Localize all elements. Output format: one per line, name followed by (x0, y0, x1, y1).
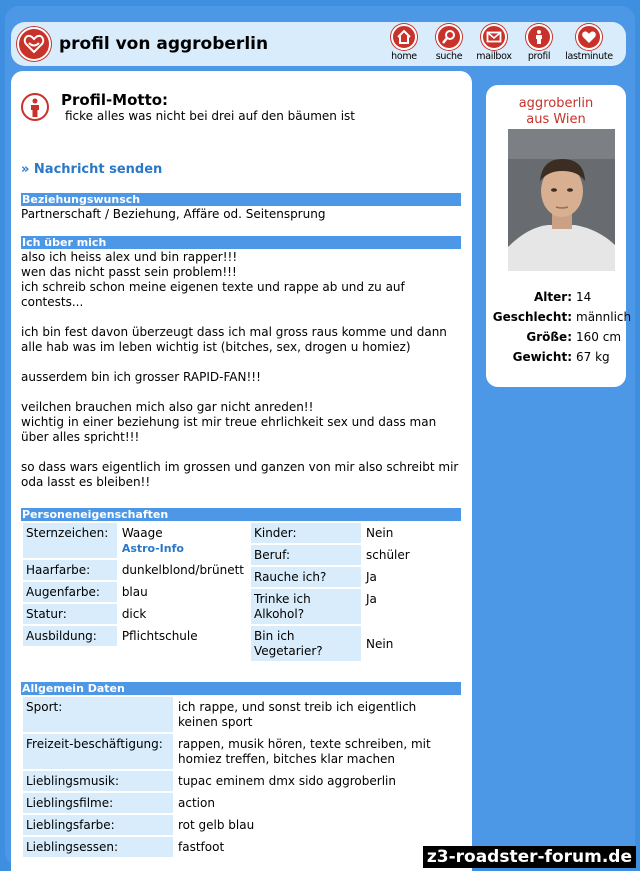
about-paragraph: ich bin fest davon überzeugt dass ich mal gross raus komme und dann alle hab was im leben wichtig ist (bitches, sex, drogen u homiez) (21, 325, 447, 354)
vegetarier-label: Bin ich Vegetarier? (251, 626, 361, 661)
stat-row (486, 350, 626, 370)
person-icon (526, 24, 552, 50)
astro-info-link[interactable]: Astro-Info (121, 542, 184, 555)
statur-label: Statur: (23, 604, 117, 624)
table-row (23, 793, 459, 813)
lieblingsfarbe-value: rot gelb blau (178, 818, 255, 832)
watermark: z3-roadster-forum.de (423, 846, 636, 868)
haarfarbe-value: dunkelblond/brünett (121, 563, 244, 577)
lieblingsfilme-label: Lieblingsfilme: (23, 793, 173, 813)
vegetarier-value: Nein (366, 636, 394, 651)
beruf-label: Beruf: (251, 545, 361, 565)
lieblingsfarbe-label: Lieblingsfarbe: (23, 815, 173, 835)
groesse-label: Größe: (526, 330, 572, 344)
profile-stats (486, 290, 632, 370)
profile-photo[interactable] (508, 129, 615, 271)
general-table (21, 695, 461, 859)
sport-label: Sport: (23, 697, 173, 732)
about-text (21, 250, 465, 490)
heart-icon (576, 24, 602, 50)
stat-row (486, 330, 626, 350)
about-paragraph: also ich heiss alex und bin rapper!!! wen das nicht passt sein problem!!! ich schreib schon meine eigenen texte und rappe ab und zu auf contests... (21, 250, 405, 309)
augenfarbe-label: Augenfarbe: (23, 582, 117, 602)
section-personeneigenschaften: Personeneigenschaften (21, 508, 461, 521)
search-icon (436, 24, 462, 50)
home-icon (391, 24, 417, 50)
profile-username: aggroberlin (518, 96, 594, 111)
about-paragraph: so dass wars eigentlich im grossen und ganzen von mir also schreibt mir oda lasst es bleiben!! (21, 460, 459, 489)
header-bar (11, 22, 626, 66)
table-row (23, 697, 459, 732)
lieblingsessen-value: fastfoot (178, 840, 225, 854)
alter-value: 14 (576, 290, 592, 304)
person-icon (21, 93, 49, 121)
lieblingsmusik-value: tupac eminem dmx sido aggroberlin (178, 774, 396, 788)
profile-main-panel (11, 71, 472, 871)
stat-row (486, 310, 632, 330)
alkohol-label: Trinke ich Alkohol? (251, 589, 361, 624)
motto-text: ficke alles was nicht bei drei auf den bäumen ist (65, 109, 355, 123)
beziehungswunsch-text: Partnerschaft / Beziehung, Affäre od. Seitensprung (21, 207, 326, 221)
geschlecht-label: Geschlecht: (492, 310, 572, 324)
logo[interactable] (17, 27, 51, 61)
mail-icon (481, 24, 507, 50)
table-row (251, 589, 461, 624)
table-row (251, 567, 461, 587)
haarfarbe-label: Haarfarbe: (23, 560, 117, 580)
nav-profil-label: profil (527, 51, 551, 62)
geschlecht-value: männlich (576, 310, 632, 324)
augenfarbe-value: blau (121, 585, 148, 599)
send-message-link[interactable]: » Nachricht senden (21, 162, 163, 177)
table-row (251, 626, 461, 661)
profile-sidebar (486, 85, 632, 387)
nav-profil[interactable] (519, 24, 559, 62)
nav-home[interactable] (384, 24, 424, 62)
section-allgemein-daten: Allgemein Daten (21, 682, 461, 695)
heart-logo-icon (24, 35, 44, 53)
beruf-value: schüler (366, 548, 410, 562)
table-row (23, 837, 459, 857)
freizeit-value: rappen, musik hören, texte schreiben, mit homiez treffen, bitches klar machen (178, 737, 431, 766)
alkohol-value: Ja (366, 592, 377, 606)
nav-lastminute-label: lastminute (565, 51, 613, 62)
nav-suche-label: suche (435, 51, 463, 62)
main-nav (384, 24, 614, 62)
stat-row (486, 290, 626, 310)
gewicht-value: 67 kg (576, 350, 610, 364)
ausbildung-label: Ausbildung: (23, 626, 117, 646)
page-title: profil von aggroberlin (59, 34, 269, 54)
lieblingsessen-label: Lieblingsessen: (23, 837, 173, 857)
motto-title: Profil-Motto: (61, 91, 169, 109)
groesse-value: 160 cm (576, 330, 622, 344)
nav-mailbox[interactable] (474, 24, 514, 62)
sport-value: ich rappe, und sonst treib ich eigentlich keinen sport (178, 700, 417, 729)
about-paragraph: ausserdem bin ich grosser RAPID-FAN!!! (21, 370, 261, 384)
lieblingsfilme-value: action (178, 796, 215, 810)
table-row (23, 523, 247, 558)
nav-suche[interactable] (429, 24, 469, 62)
profile-location: aus Wien (526, 112, 586, 127)
nav-lastminute[interactable] (564, 24, 614, 62)
rauche-label: Rauche ich? (251, 567, 361, 587)
statur-value: dick (121, 607, 147, 621)
table-row (23, 604, 247, 624)
nav-mailbox-label: mailbox (476, 51, 512, 62)
table-row (23, 734, 459, 769)
table-row (23, 626, 247, 646)
table-row (23, 582, 247, 602)
table-row (23, 815, 459, 835)
lieblingsmusik-label: Lieblingsmusik: (23, 771, 173, 791)
kinder-value: Nein (366, 526, 394, 540)
alter-label: Alter: (534, 290, 572, 304)
section-beziehungswunsch: Beziehungswunsch (21, 193, 461, 206)
sternzeichen-label: Sternzeichen: (23, 523, 117, 558)
table-row (23, 771, 459, 791)
rauche-value: Ja (366, 570, 377, 584)
kinder-label: Kinder: (251, 523, 361, 543)
gewicht-label: Gewicht: (512, 350, 572, 364)
sternzeichen-value (119, 523, 247, 558)
ausbildung-value: Pflichtschule (121, 629, 198, 643)
table-row (251, 523, 461, 543)
sternzeichen-text: Waage (121, 526, 163, 540)
personal-table-left (21, 521, 249, 648)
nav-home-label: home (391, 51, 417, 62)
table-row (251, 545, 461, 565)
about-paragraph: veilchen brauchen mich also gar nicht anreden!! wichtig in einer beziehung ist mir treue ehrlichkeit sex und dass man über alles spricht!!! (21, 400, 437, 444)
personal-table-right (249, 521, 463, 663)
table-row (23, 560, 247, 580)
freizeit-label: Freizeit-beschäftigung: (23, 734, 173, 769)
section-ich-ueber-mich: Ich über mich (21, 236, 461, 249)
